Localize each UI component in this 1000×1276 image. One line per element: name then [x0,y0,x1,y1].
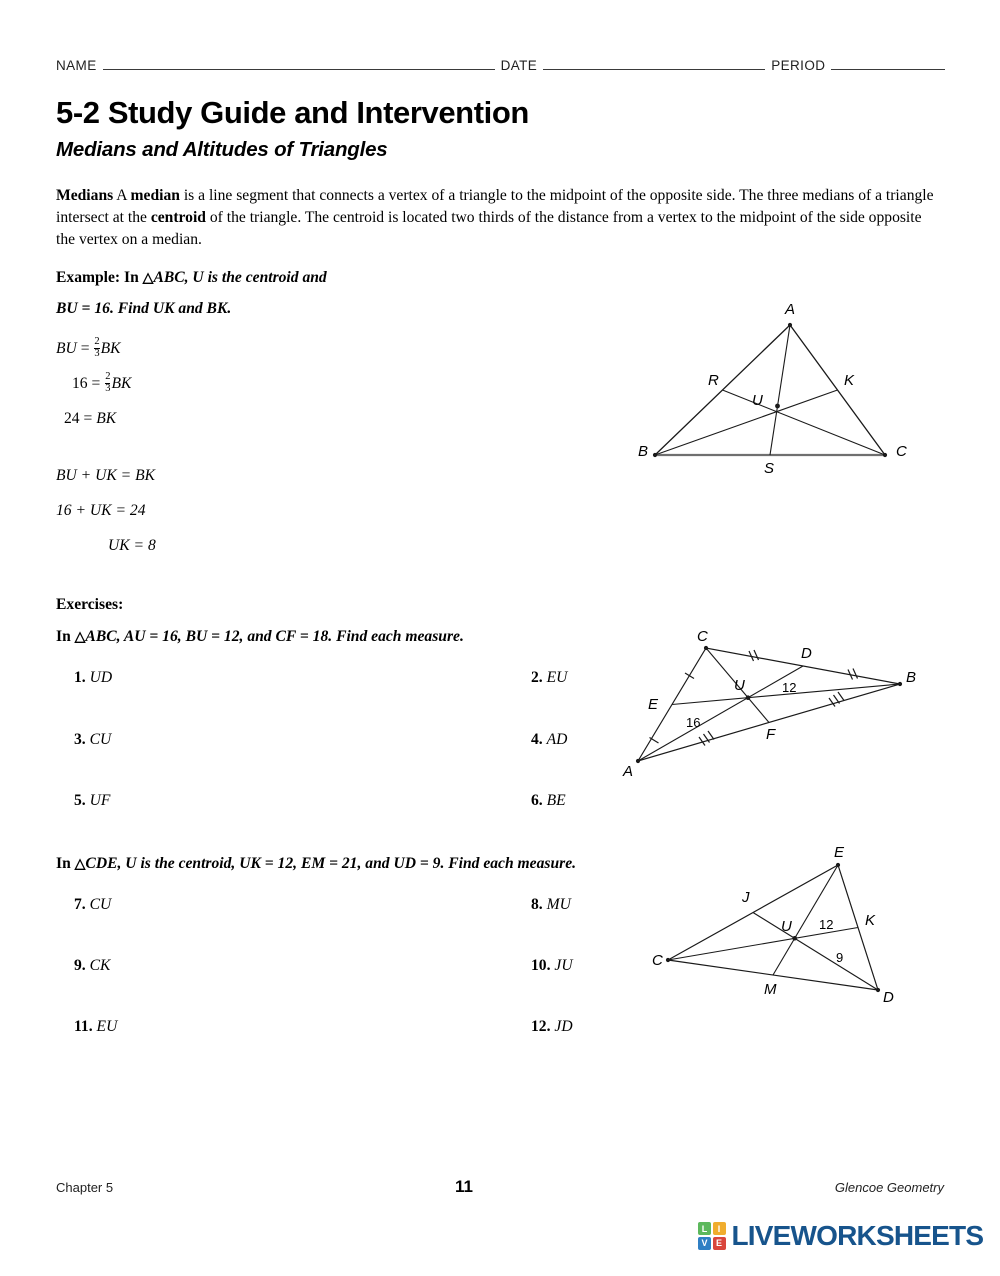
triangle-icon: △ [142,271,154,286]
item2-number: 2. [531,669,543,686]
logo-cell-l: L [698,1222,711,1235]
item11-value: EU [96,1018,118,1035]
logo-cell-i: I [713,1222,726,1235]
item1-number: 1. [74,669,86,686]
step2-eq: = [91,375,101,392]
fig2-label-D: D [801,645,812,662]
exercises-heading: Exercises: [56,596,124,613]
liveworksheets-wordmark: LIVEWORKSHEETS [731,1220,984,1251]
fig1-label-A: A [785,301,796,318]
period-input-line[interactable] [831,58,945,70]
fig1-label-K: K [844,372,855,389]
set1-prefix: In [56,628,75,645]
step2-rhs: BK [111,375,132,392]
exercise-item-10[interactable] [531,957,573,975]
item5-number: 5. [74,792,86,809]
footer-page-number: 11 [455,1177,473,1196]
fig2-measure-au: 16 [686,715,701,730]
fig1-label-S: S [764,460,775,477]
exercise-item-5[interactable] [74,792,110,810]
medians-definition-paragraph [56,185,940,251]
fig3-label-K: K [865,912,876,929]
set2-prompt-text: CDE, U is the centroid, UK = 12, EM = 21, and UD = 9. Find each measure. [85,855,577,872]
fig3-label-U: U [781,918,792,935]
fig1-label-R: R [708,372,719,389]
step3-eq: = [83,410,93,427]
item9-number: 9. [74,957,86,974]
step3-rhs: BK [96,410,117,427]
fig3-label-M: M [764,981,777,998]
name-label: NAME [56,58,97,73]
fraction-two-thirds-2 [105,372,110,394]
item2-value: EU [546,669,568,686]
item8-number: 8. [531,896,543,913]
work-step-2 [56,366,156,401]
term-centroid: centroid [150,209,206,227]
example-heading-line2: BU = 16. Find UK and BK. [56,300,232,317]
fig2-label-B: B [906,669,917,686]
frac2-numerator: 2 [105,371,111,383]
exercise-set-2-prompt [56,855,576,873]
item7-value: CU [89,896,112,913]
fig3-label-J: J [742,889,750,906]
medians-body-1: A [113,187,131,204]
fig1-label-U: U [752,392,763,409]
item4-number: 4. [531,731,543,748]
exercise-item-2[interactable] [531,669,567,687]
logo-cell-e: E [713,1237,726,1250]
fraction-two-thirds-1 [94,337,99,359]
step1-rhs: BK [100,340,121,357]
work-spacer [56,436,156,458]
logo-cell-v: V [698,1237,711,1250]
liveworksheets-logo-icon [698,1222,726,1250]
triangle-icon-set2: △ [74,857,86,872]
example-work [56,331,156,563]
fig2-label-F: F [766,726,776,743]
name-input-line[interactable] [103,58,495,70]
liveworksheets-logo[interactable] [698,1220,983,1252]
exercise-item-12[interactable] [531,1018,573,1036]
exercise-item-11[interactable] [74,1018,117,1036]
exercise-item-6[interactable] [531,792,566,810]
item11-number: 11. [74,1018,93,1035]
footer-publisher: Glencoe Geometry [834,1180,944,1195]
work-step-4: BU + UK = BK [56,467,156,484]
fig3-measure-uk: 12 [819,917,834,932]
item6-number: 6. [531,792,543,809]
set2-prefix: In [56,855,75,872]
exercise-item-7[interactable] [74,896,111,914]
footer-chapter: Chapter 5 [56,1180,114,1195]
item9-value: CK [89,957,111,974]
date-label: DATE [500,58,538,73]
fig3-measure-ud: 9 [836,950,844,965]
term-median: median [130,187,180,204]
exercise-item-1[interactable] [74,669,112,687]
period-label: PERIOD [771,58,826,73]
page-subtitle: Medians and Altitudes of Triangles [56,138,388,161]
step1-lhs: BU [56,340,77,357]
figure-triangle-abc-example [630,292,920,482]
triangle-icon-set1: △ [74,630,86,645]
fig1-label-B: B [638,443,649,460]
example-prefix: Example: In [56,269,143,286]
fig3-label-C: C [652,952,663,969]
exercise-set-1-prompt [56,628,464,646]
item3-value: CU [89,731,112,748]
fig2-label-A: A [623,763,634,780]
medians-body-3: of the triangle. The centroid is located two thirds of the distance from a vertex to the midpoint of the side opposite the vertex on a median. [56,209,922,249]
item10-value: JU [554,957,573,974]
item12-number: 12. [531,1018,551,1035]
example-heading-line1 [56,269,327,287]
exercise-item-3[interactable] [74,731,111,749]
work-step-6: UK = 8 [108,537,156,554]
work-step-5: 16 + UK = 24 [56,502,146,519]
page-title: 5-2 Study Guide and Intervention [56,95,529,130]
fig2-label-C: C [697,628,708,645]
frac1-numerator: 2 [94,336,100,348]
item3-number: 3. [74,731,86,748]
frac2-denominator: 3 [105,382,111,394]
medians-body-2: is a line segment that connects a vertex of a triangle to the midpoint of the opposite side. The three medians of a triangle intersect at the [56,187,934,227]
item4-value: AD [546,731,568,748]
figure-triangle-acb-exercises [618,626,918,781]
item12-value: JD [554,1018,573,1035]
item5-value: UF [89,792,111,809]
step3-lhs: 24 [64,410,80,427]
figure-triangle-cde-exercises [650,845,910,1010]
item7-number: 7. [74,896,86,913]
fig1-label-C: C [896,443,907,460]
item8-value: MU [546,896,571,913]
example-heading-rest: ABC, U is the centroid and [153,269,327,286]
step2-lhs: 16 [72,375,88,392]
exercise-item-9[interactable] [74,957,110,975]
medians-heading: Medians [56,187,114,204]
student-info-row [56,58,940,73]
fig2-label-U: U [734,677,745,694]
fig2-label-E: E [648,696,659,713]
date-input-line[interactable] [543,58,765,70]
frac1-denominator: 3 [94,347,100,359]
item6-value: BE [546,792,566,809]
exercise-item-4[interactable] [531,731,567,749]
set1-prompt-text: ABC, AU = 16, BU = 12, and CF = 18. Find each measure. [85,628,464,645]
fig2-measure-ub: 12 [782,680,797,695]
step1-eq: = [80,340,90,357]
item10-number: 10. [531,957,551,974]
exercise-item-8[interactable] [531,896,571,914]
fig3-label-E: E [834,845,845,861]
work-step-1 [56,331,156,366]
work-step-3 [56,401,156,436]
item1-value: UD [89,669,113,686]
fig3-label-D: D [883,989,894,1006]
